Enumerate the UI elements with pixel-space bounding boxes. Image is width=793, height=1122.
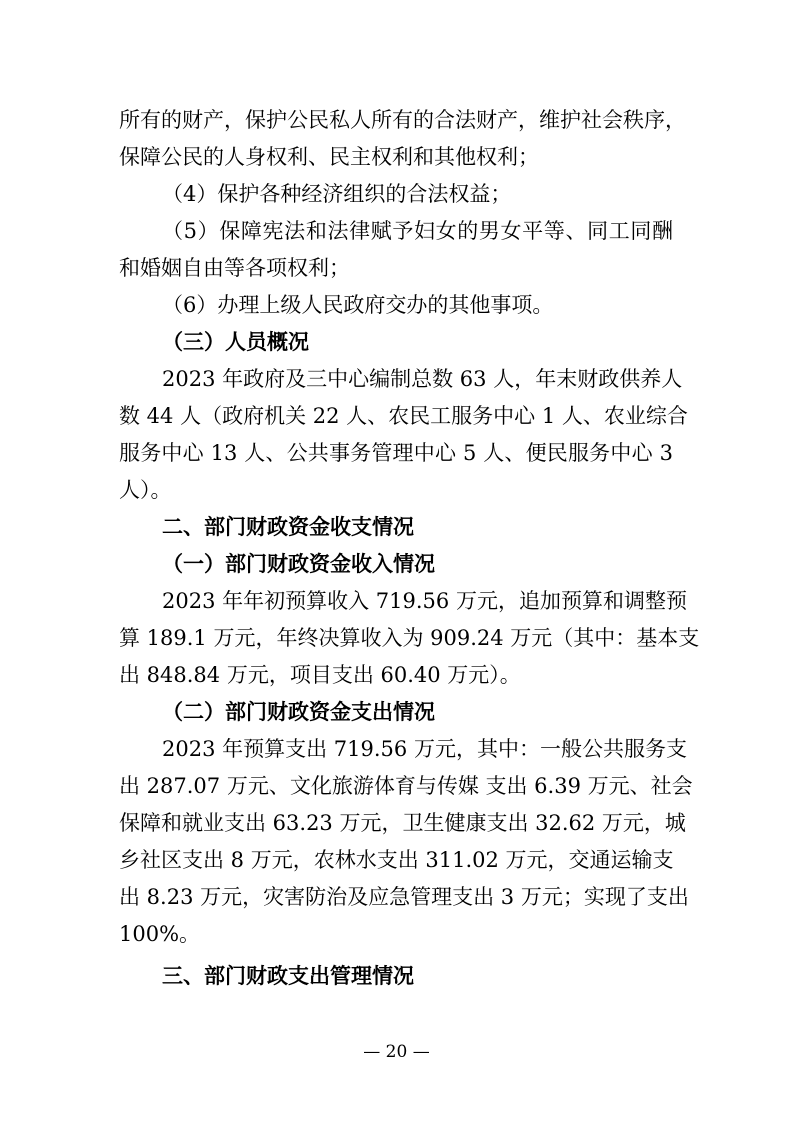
body-line: 所有的财产，保护公民私人所有的合法财产，维护社会秩序， — [119, 108, 686, 132]
section-heading: （一）部门财政资金收入情况 — [162, 551, 435, 576]
body-line: 算 189.1 万元，年终决算收入为 909.24 万元（其中：基本支 — [119, 626, 700, 650]
body-line: 服务中心 13 人、公共事务管理中心 5 人、便民服务中心 3 — [119, 441, 673, 465]
body-line: 2023 年预算支出 719.56 万元，其中：一般公共服务支 — [162, 737, 687, 761]
body-line: 乡社区支出 8 万元，农林水支出 311.02 万元，交通运输支 — [119, 848, 674, 872]
body-line: 出 848.84 万元，项目支出 60.40 万元）。 — [119, 663, 521, 687]
chapter-heading: 二、部门财政资金收支情况 — [162, 514, 414, 539]
body-line: 出 287.07 万元、文化旅游体育与传媒 支出 6.39 万元、社会 — [119, 774, 693, 798]
list-item: （4）保护各种经济组织的合法权益； — [162, 182, 512, 206]
list-item: （6）办理上级人民政府交办的其他事项。 — [162, 293, 554, 317]
body-line: 和婚姻自由等各项权利； — [119, 256, 350, 280]
list-item: （5）保障宪法和法律赋予妇女的男女平等、同工同酬 — [162, 219, 673, 243]
section-heading: （二）部门财政资金支出情况 — [162, 699, 435, 724]
chapter-heading: 三、部门财政支出管理情况 — [162, 963, 414, 988]
body-line: 数 44 人（政府机关 22 人、农民工服务中心 1 人、农业综合 — [119, 404, 688, 428]
body-line: 2023 年政府及三中心编制总数 63 人，年末财政供养人 — [162, 367, 683, 391]
body-line: 保障公民的人身权利、民主权利和其他权利； — [119, 145, 539, 169]
body-line: 出 8.23 万元，灾害防治及应急管理支出 3 万元；实现了支出 — [119, 885, 689, 909]
body-line: 保障和就业支出 63.23 万元，卫生健康支出 32.62 万元，城 — [119, 811, 686, 835]
body-line: 2023 年年初预算收入 719.56 万元，追加预算和调整预 — [162, 589, 687, 613]
section-heading: （三）人员概况 — [162, 329, 309, 354]
page-number: — 20 — — [363, 1042, 430, 1062]
body-line: 人）。 — [119, 478, 172, 502]
body-line: 100%。 — [119, 922, 201, 946]
